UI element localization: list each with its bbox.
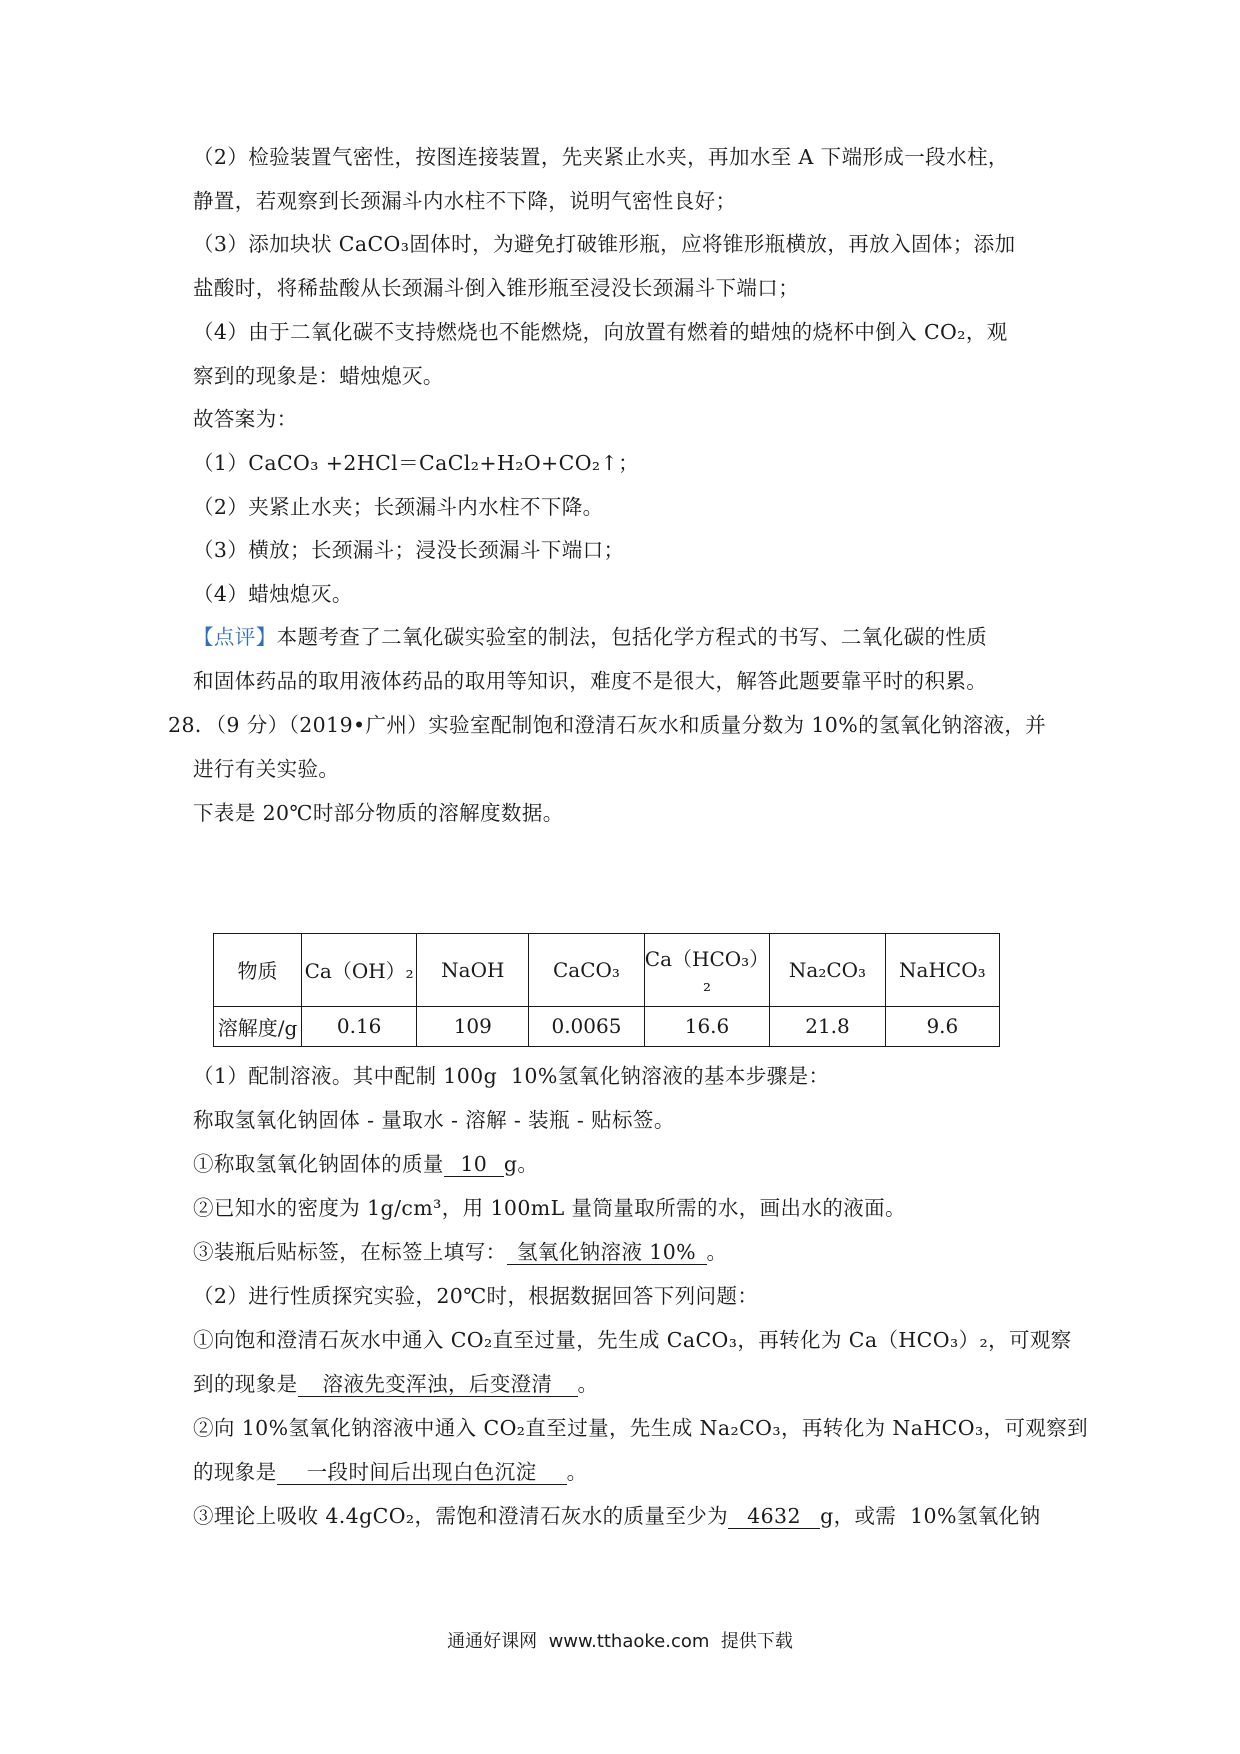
table-header-cell: Na₂CO₃ [770,934,885,1007]
table-cell: 21.8 [770,1006,885,1046]
review-line-1 [193,622,987,652]
table-intro: 下表是 20℃时部分物质的溶解度数据。 [193,801,564,825]
table-cell: 109 [417,1006,529,1046]
step-2-question-2-line-1: ②向 10%氢氧化钠溶液中通入 CO₂直至过量，先生成 Na₂CO₃，再转化为 NaHCO₃，可观察到 [193,1416,1089,1440]
answer-2: （2）夹紧止水夹；长颈漏斗内水柱不下降。 [193,495,604,519]
question-text: 。 [706,1240,728,1264]
answer-blank-label: 氢氧化钠溶液 10% [507,1240,707,1265]
step-2-question-3 [193,1501,1040,1531]
step-1-procedure: 称取氢氧化钠固体 - 量取水 - 溶解 - 装瓶 - 贴标签。 [193,1108,675,1132]
step-2-question-2-line-2 [193,1457,588,1487]
table-header-cell: Ca（OH）₂ [301,934,416,1007]
answer-blank-lime-water-mass: 4632 [728,1504,820,1529]
step-1-question-1 [193,1149,538,1179]
question-text: 到的现象是 [193,1372,298,1396]
answer-4: （4）蜡烛熄灭。 [193,582,353,606]
answer-blank-mass: 10 [444,1152,504,1177]
para-2-line-2: 静置，若观察到长颈漏斗内水柱不下降，说明气密性良好； [193,189,737,213]
step-1-heading: （1）配制溶液。其中配制 100g 10%氢氧化钠溶液的基本步骤是： [193,1064,830,1088]
question-28-line-1: 28．（9 分）（2019•广州）实验室配制饱和澄清石灰水和质量分数为 10%的氢氧化钠溶液，并 [168,713,1047,737]
para-3-line-1: （3）添加块状 CaCO₃固体时，为避免打破锥形瓶，应将锥形瓶横放，再放入固体；添加 [193,232,1016,256]
question-text: ①称取氢氧化钠固体的质量 [193,1152,444,1176]
para-2-line-1: （2）检验装置气密性，按图连接装置，先夹紧止水夹，再加水至 A 下端形成一段水柱， [193,145,1009,169]
table-header-cell: CaCO₃ [529,934,644,1007]
table-cell: 9.6 [885,1006,999,1046]
page-footer: 通通好课网 www.tthaoke.com 提供下载 [447,1631,793,1652]
review-tag: 【点评】 [193,625,277,649]
answers-heading: 故答案为： [193,407,298,431]
question-text: ③装瓶后贴标签，在标签上填写： [193,1240,507,1264]
para-4-line-2: 察到的现象是：蜡烛熄灭。 [193,364,444,388]
question-text: 。 [566,1460,588,1484]
table-header-cell: NaOH [417,934,529,1007]
review-text-1: 本题考查了二氧化碳实验室的制法，包括化学方程式的书写、二氧化碳的性质 [276,625,988,649]
step-1-question-2: ②已知水的密度为 1g/cm³，用 100mL 量筒量取所需的水，画出水的液面。 [193,1196,906,1220]
table-header-cell: NaHCO₃ [885,934,999,1007]
table-header-cell: 物质 [214,934,302,1007]
table-header-row [214,934,1000,1007]
answer-3: （3）横放；长颈漏斗；浸没长颈漏斗下端口； [193,538,625,562]
answer-blank-phenomenon-1: 溶液先变浑浊，后变澄清 [298,1372,578,1397]
question-text: 。 [577,1372,599,1396]
step-2-question-1-line-1: ①向饱和澄清石灰水中通入 CO₂直至过量，先生成 CaCO₃，再转化为 Ca（HCO₃）₂，可观察 [193,1328,1072,1352]
solubility-table [213,933,1000,1047]
question-text: g。 [503,1152,539,1176]
table-header-cell: Ca（HCO₃）₂ [644,934,770,1007]
table-row [214,1006,1000,1046]
step-2-heading: （2）进行性质探究实验，20℃时，根据数据回答下列问题： [193,1284,759,1308]
question-text: g，或需 10%氢氧化钠 [820,1504,1041,1528]
step-2-question-1-line-2 [193,1369,598,1399]
table-cell: 0.0065 [529,1006,644,1046]
question-text: 的现象是 [193,1460,277,1484]
step-1-question-3 [193,1237,727,1267]
answer-blank-phenomenon-2: 一段时间后出现白色沉淀 [277,1460,567,1485]
review-line-2: 和固体药品的取用液体药品的取用等知识，难度不是很大，解答此题要靠平时的积累。 [193,669,988,693]
question-text: ③理论上吸收 4.4gCO₂，需饱和澄清石灰水的质量至少为 [193,1504,729,1528]
answer-1: （1）CaCO₃ +2HCl＝CaCl₂+H₂O+CO₂↑； [193,451,640,475]
table-cell: 0.16 [301,1006,416,1046]
para-3-line-2: 盐酸时，将稀盐酸从长颈漏斗倒入锥形瓶至浸没长颈漏斗下端口； [193,276,800,300]
para-4-line-1: （4）由于二氧化碳不支持燃烧也不能燃烧，向放置有燃着的蜡烛的烧杯中倒入 CO₂，观 [193,320,1008,344]
question-28-line-2: 进行有关实验。 [193,757,340,781]
table-cell: 16.6 [644,1006,770,1046]
table-cell: 溶解度/g [214,1006,302,1046]
